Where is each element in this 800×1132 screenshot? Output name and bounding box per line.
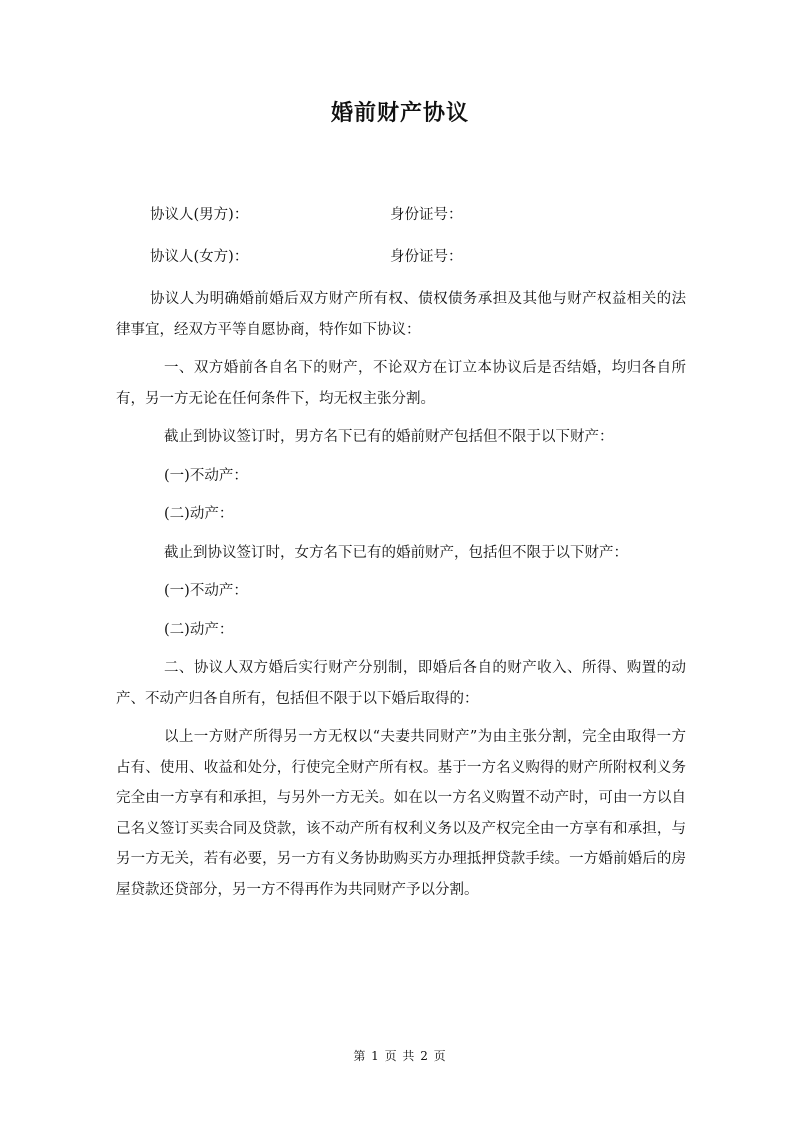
intro-paragraph: 协议人为明确婚前婚后双方财产所有权、债权债务承担及其他与财产权益相关的法律事宜，经双方平等自愿协商，特作如下协议：	[116, 291, 686, 338]
page-number: 第 1 页 共 2 页	[353, 1049, 447, 1063]
clause-1: 一、双方婚前各自名下的财产，不论双方在订立本协议后是否结婚，均归各自所有，另一方无论在任何条件下，均无权主张分割。	[116, 360, 686, 407]
female-real-estate-item: (一)不动产：	[164, 583, 248, 599]
party-female-id-label: 身份证号：	[390, 249, 463, 265]
female-assets-intro: 截止到协议签订时，女方名下已有的婚前财产，包括但不限于以下财产：	[164, 544, 628, 561]
party-male-id-label: 身份证号：	[390, 207, 463, 223]
party-male-label: 协议人(男方)：	[150, 207, 249, 223]
document-title: 婚前财产协议	[330, 100, 469, 126]
party-female-label: 协议人(女方)：	[150, 249, 249, 265]
clause-2: 二、协议人双方婚后实行财产分别制，即婚后各自的财产收入、所得、购置的动产、不动产归各自所有，包括但不限于以下婚后取得的：	[116, 660, 686, 707]
party-row-male	[116, 200, 686, 238]
male-assets-intro: 截止到协议签订时，男方名下已有的婚前财产包括但不限于以下财产：	[164, 429, 614, 445]
male-movables-item: (二)动产：	[164, 506, 234, 522]
female-movables-item: (二)动产：	[164, 621, 234, 638]
party-row-female	[116, 242, 686, 280]
clause-2-detail: 以上一方财产所得另一方无权以“夫妻共同财产”为由主张分割，完全由取得一方占有、使用、收益和处分，行使完全财产所有权。基于一方名义购得的财产所附权利义务完全由一方享有和承担，与另外一方无关。如在以一方名义购置不动产时，可由一方以自己名义签订买卖合同及贷款，该不动产所有权利义务以及产权完全由一方享有和承担，与另一方无关，若有必要，另一方有义务协助购买方办理抵押贷款手续。一方婚前婚后的房屋贷款还贷部分，另一方不得再作为共同财产予以分割。	[116, 729, 686, 898]
document-body	[116, 200, 686, 913]
male-real-estate-item: (一)不动产：	[164, 467, 248, 484]
